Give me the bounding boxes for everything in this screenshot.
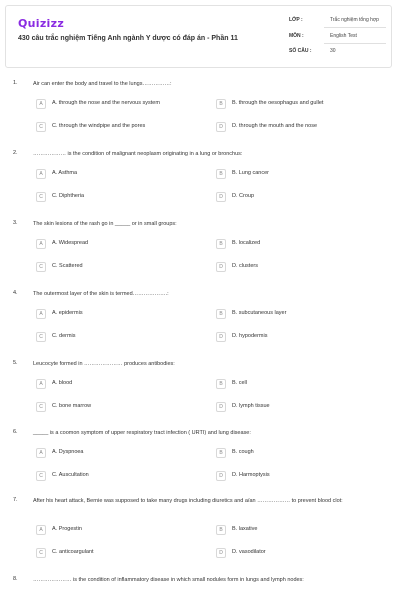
worksheet-header [5, 5, 392, 68]
option-letter-box: C [36, 122, 46, 132]
option-letter-box: C [36, 471, 46, 481]
option-text: C. anticoargulant [52, 549, 94, 555]
question-number: 4. [13, 290, 18, 296]
option-letter-box: A [36, 525, 46, 535]
question-number: 2. [13, 150, 18, 156]
option-letter-box: A [36, 448, 46, 458]
question-number: 7. [13, 497, 18, 503]
option-text: D. vasodilator [232, 549, 266, 555]
option-text: A. Dyspnoea [52, 449, 84, 455]
option-letter-box: A [36, 99, 46, 109]
option-letter-box: D [216, 192, 226, 202]
quizizz-logo: Quizizz [18, 17, 65, 30]
question-number: 6. [13, 429, 18, 435]
option-text: A. Progestin [52, 526, 82, 532]
option-letter-box: B [216, 525, 226, 535]
option-text: B. cell [232, 380, 247, 386]
option-text: D. through the mouth and the nose [232, 123, 318, 129]
meta-value-count: 30 [330, 48, 336, 54]
option-text: A. epidermis [52, 310, 83, 316]
option-letter-box: A [36, 309, 46, 319]
option-text: A. blood [52, 380, 73, 386]
option-letter-box: C [36, 262, 46, 272]
option-letter-box: D [216, 471, 226, 481]
option-text: D. Croup [232, 193, 255, 199]
option-text: C. through the windpipe and the pores [52, 123, 146, 129]
option-text: B. cough [232, 449, 254, 455]
option-letter-box: B [216, 239, 226, 249]
option-text: B. localized [232, 240, 261, 246]
option-text: B. Lung cancer [232, 170, 269, 176]
question-number: 3. [13, 220, 18, 226]
question-number: 1. [13, 80, 18, 86]
option-text: A. Widespread [52, 240, 89, 246]
question-text: The skin lesions of the rash go in _____ or in small groups: [33, 221, 177, 227]
option-letter-box: B [216, 309, 226, 319]
option-letter-box: D [216, 332, 226, 342]
option-text: D. hypodermis [232, 333, 268, 339]
meta-label-count: SỐ CÂU : [289, 48, 312, 54]
question-number: 8. [13, 576, 18, 582]
meta-divider [324, 43, 386, 44]
option-text: C. Diphtheria [52, 193, 85, 199]
option-letter-box: A [36, 239, 46, 249]
option-text: C. Auscultation [52, 472, 89, 478]
option-text: C. dermis [52, 333, 76, 339]
option-text: B. laxative [232, 526, 258, 532]
meta-label-subject: MÔN : [289, 33, 304, 39]
option-letter-box: B [216, 379, 226, 389]
question-text: ……………… is the condition of malignant neoplasm originating in a lung or bronchus: [33, 151, 243, 157]
option-text: C. Scattered [52, 263, 83, 269]
option-letter-box: A [36, 169, 46, 179]
option-letter-box: B [216, 448, 226, 458]
question-text: Air can enter the body and travel to the lungs……………: [33, 81, 172, 87]
question-text: Leucocyte formed in ………………… produces antibodies: [33, 361, 175, 367]
meta-value-subject: English Test [330, 33, 357, 39]
option-text: D. lymph tissue [232, 403, 270, 409]
option-text: D. Harmoptysis [232, 472, 270, 478]
question-text: The outermost layer of the skin is termed……………….: [33, 291, 169, 297]
option-letter-box: B [216, 169, 226, 179]
question-text: ………………… is the condition of inflammatory disease in which small nodules form in lungs and lymph nodes: [33, 577, 304, 583]
option-letter-box: C [36, 192, 46, 202]
option-letter-box: D [216, 262, 226, 272]
option-letter-box: C [36, 548, 46, 558]
option-letter-box: C [36, 332, 46, 342]
option-text: B. through the oesophagus and gullet [232, 100, 324, 106]
option-letter-box: B [216, 99, 226, 109]
option-text: A. Asthma [52, 170, 78, 176]
option-letter-box: D [216, 402, 226, 412]
option-text: B. subcutaneous layer [232, 310, 287, 316]
meta-label-class: LỚP : [289, 17, 303, 23]
option-text: C. bone marrow [52, 403, 92, 409]
option-letter-box: D [216, 122, 226, 132]
worksheet-title: 430 câu trắc nghiệm Tiếng Anh ngành Y dược có đáp án - Phần 11 [18, 35, 238, 42]
question-text: After his heart attack, Bernie was supposed to take many drugs including diuretics and a/an ……………… to prevent blood clot: [33, 498, 343, 504]
option-letter-box: C [36, 402, 46, 412]
option-letter-box: A [36, 379, 46, 389]
option-letter-box: D [216, 548, 226, 558]
question-number: 5. [13, 360, 18, 366]
option-text: D. clusters [232, 263, 258, 269]
question-text: _____ is a coomon symptom of upper respiratory tract infection ( URTI) and lung disease: [33, 430, 251, 436]
option-text: A. through the nose and the nervous system [52, 100, 160, 106]
meta-value-class: Trắc nghiệm tổng hợp [330, 17, 379, 23]
meta-divider [324, 27, 386, 28]
